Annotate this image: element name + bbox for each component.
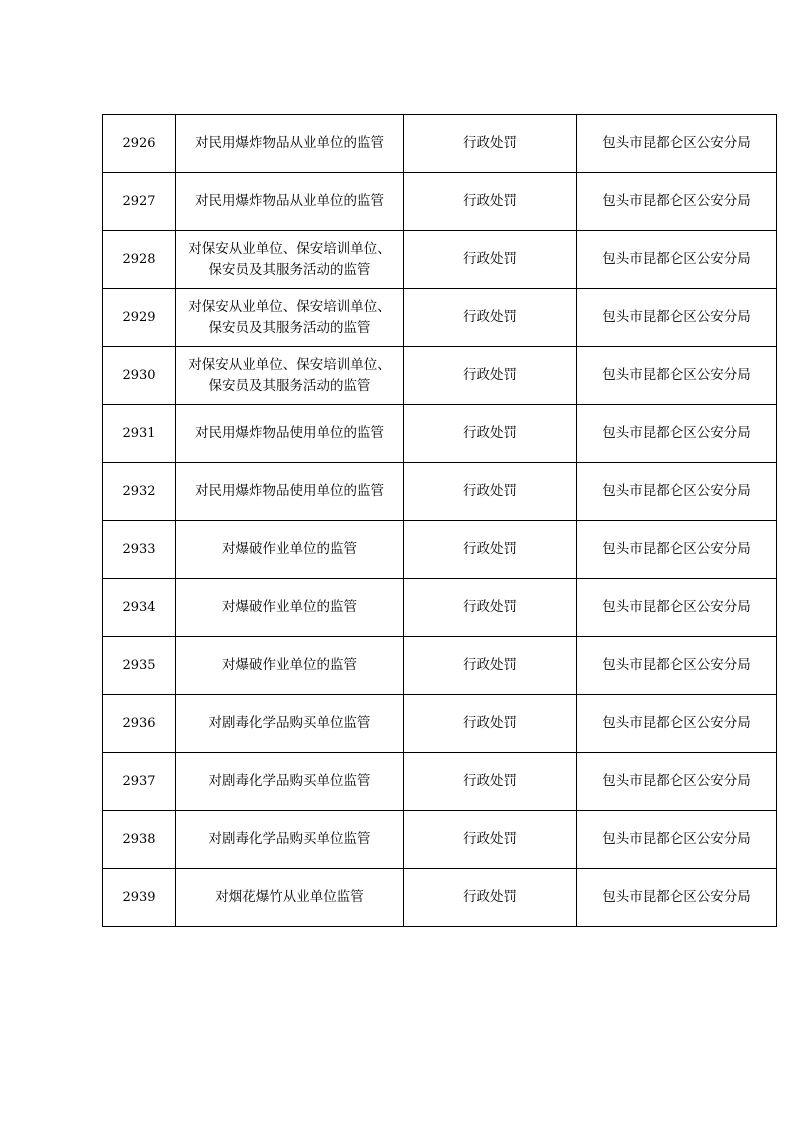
item-type-cell: 行政处罚 — [404, 405, 577, 463]
regulation-table — [102, 114, 777, 927]
department-cell: 包头市昆都仑区公安分局 — [577, 231, 777, 289]
item-type-cell: 行政处罚 — [404, 695, 577, 753]
item-type-cell: 行政处罚 — [404, 173, 577, 231]
department-cell: 包头市昆都仑区公安分局 — [577, 869, 777, 927]
item-name-cell: 对爆破作业单位的监管 — [176, 521, 404, 579]
table-row — [103, 405, 777, 463]
row-number-cell: 2933 — [103, 521, 176, 579]
department-cell: 包头市昆都仑区公安分局 — [577, 463, 777, 521]
item-name-cell: 对剧毒化学品购买单位监管 — [176, 811, 404, 869]
row-number-cell: 2935 — [103, 637, 176, 695]
department-cell: 包头市昆都仑区公安分局 — [577, 637, 777, 695]
table-row — [103, 579, 777, 637]
table-row — [103, 231, 777, 289]
row-number-cell: 2926 — [103, 115, 176, 173]
item-type-cell: 行政处罚 — [404, 231, 577, 289]
item-name-cell: 对民用爆炸物品从业单位的监管 — [176, 173, 404, 231]
item-name-cell: 对烟花爆竹从业单位监管 — [176, 869, 404, 927]
row-number-cell: 2929 — [103, 289, 176, 347]
table-row — [103, 695, 777, 753]
department-cell: 包头市昆都仑区公安分局 — [577, 579, 777, 637]
row-number-cell: 2928 — [103, 231, 176, 289]
department-cell: 包头市昆都仑区公安分局 — [577, 753, 777, 811]
table-row — [103, 173, 777, 231]
item-name-cell: 对民用爆炸物品使用单位的监管 — [176, 405, 404, 463]
department-cell: 包头市昆都仑区公安分局 — [577, 115, 777, 173]
department-cell: 包头市昆都仑区公安分局 — [577, 173, 777, 231]
table-row — [103, 637, 777, 695]
item-name-cell: 对爆破作业单位的监管 — [176, 637, 404, 695]
table-row — [103, 811, 777, 869]
item-type-cell: 行政处罚 — [404, 637, 577, 695]
item-name-cell: 对剧毒化学品购买单位监管 — [176, 753, 404, 811]
item-name-cell: 对剧毒化学品购买单位监管 — [176, 695, 404, 753]
table-row — [103, 869, 777, 927]
item-type-cell: 行政处罚 — [404, 347, 577, 405]
department-cell: 包头市昆都仑区公安分局 — [577, 347, 777, 405]
document-table-container — [102, 114, 776, 927]
row-number-cell: 2937 — [103, 753, 176, 811]
department-cell: 包头市昆都仑区公安分局 — [577, 811, 777, 869]
department-cell: 包头市昆都仑区公安分局 — [577, 405, 777, 463]
item-name-cell: 对保安从业单位、保安培训单位、保安员及其服务活动的监管 — [176, 231, 404, 289]
item-name-cell: 对民用爆炸物品使用单位的监管 — [176, 463, 404, 521]
table-row — [103, 753, 777, 811]
item-type-cell: 行政处罚 — [404, 521, 577, 579]
department-cell: 包头市昆都仑区公安分局 — [577, 289, 777, 347]
department-cell: 包头市昆都仑区公安分局 — [577, 695, 777, 753]
item-type-cell: 行政处罚 — [404, 289, 577, 347]
row-number-cell: 2934 — [103, 579, 176, 637]
item-type-cell: 行政处罚 — [404, 463, 577, 521]
row-number-cell: 2927 — [103, 173, 176, 231]
item-name-cell: 对保安从业单位、保安培训单位、保安员及其服务活动的监管 — [176, 289, 404, 347]
department-cell: 包头市昆都仑区公安分局 — [577, 521, 777, 579]
item-type-cell: 行政处罚 — [404, 115, 577, 173]
item-name-cell: 对保安从业单位、保安培训单位、保安员及其服务活动的监管 — [176, 347, 404, 405]
row-number-cell: 2930 — [103, 347, 176, 405]
row-number-cell: 2932 — [103, 463, 176, 521]
table-row — [103, 347, 777, 405]
item-type-cell: 行政处罚 — [404, 753, 577, 811]
item-type-cell: 行政处罚 — [404, 579, 577, 637]
row-number-cell: 2939 — [103, 869, 176, 927]
item-type-cell: 行政处罚 — [404, 869, 577, 927]
table-row — [103, 115, 777, 173]
table-row — [103, 463, 777, 521]
table-row — [103, 289, 777, 347]
row-number-cell: 2938 — [103, 811, 176, 869]
item-name-cell: 对爆破作业单位的监管 — [176, 579, 404, 637]
table-row — [103, 521, 777, 579]
item-name-cell: 对民用爆炸物品从业单位的监管 — [176, 115, 404, 173]
row-number-cell: 2931 — [103, 405, 176, 463]
row-number-cell: 2936 — [103, 695, 176, 753]
item-type-cell: 行政处罚 — [404, 811, 577, 869]
